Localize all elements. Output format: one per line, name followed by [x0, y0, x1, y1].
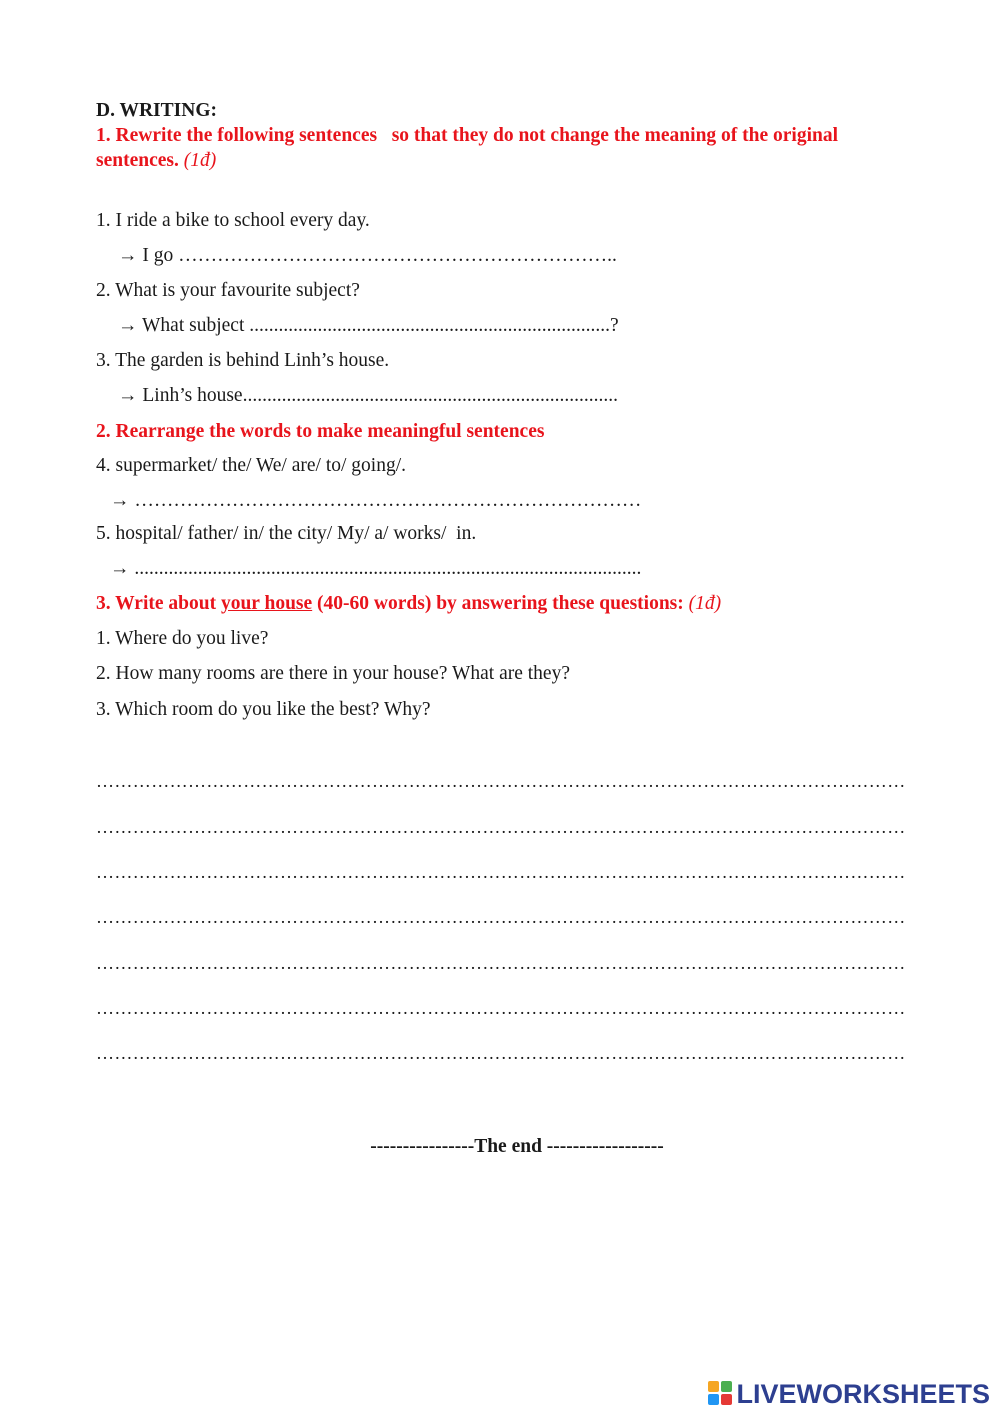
part1-item-3-prompt: 3. The garden is behind Linh’s house. — [96, 350, 390, 371]
section-title: D. WRITING: — [96, 100, 217, 121]
part3-heading-post: (40-60 words) by answering these questions: — [312, 593, 689, 614]
part2-heading: 2. Rearrange the words to make meaningful sentences — [96, 421, 545, 442]
part2-item-5-prompt: 5. hospital/ father/ in/ the city/ My/ a/ works/ in. — [96, 523, 477, 544]
liveworksheets-logo — [708, 1380, 990, 1408]
part3-points: (1đ) — [688, 593, 722, 614]
part3-question-2: 2. How many rooms are there in your house? What are they? — [96, 663, 570, 684]
part1-item-2-prompt: 2. What is your favourite subject? — [96, 280, 360, 301]
part2-item-5-answer[interactable]: → ........................................................................................................ — [110, 558, 642, 579]
part1-item-3-answer[interactable]: → Linh’s house............................................................................. — [118, 385, 618, 406]
answer-line-3[interactable]: …………………………………………………………………………………………………………………… — [96, 862, 906, 882]
part3-question-1: 1. Where do you live? — [96, 628, 269, 649]
answer-line-2[interactable]: …………………………………………………………………………………………………………………… — [96, 817, 906, 837]
logo-mark-icon — [708, 1381, 734, 1407]
part1-heading-line1: 1. Rewrite the following sentences so that they do not change the meaning of the original — [96, 125, 839, 146]
part1-item-1-prompt: 1. I ride a bike to school every day. — [96, 210, 370, 231]
part3-heading — [96, 592, 721, 616]
answer-line-1[interactable]: …………………………………………………………………………………………………………………… — [96, 771, 906, 791]
part3-question-3: 3. Which room do you like the best? Why? — [96, 699, 431, 720]
part1-item-2-answer[interactable]: → What subject ..........................................................................? — [118, 315, 619, 336]
part3-heading-pre: 3. Write about — [96, 593, 221, 614]
logo-square-3 — [708, 1394, 719, 1405]
part1-heading-line2: sentences. — [96, 150, 179, 171]
the-end-footer: ----------------The end ------------------ — [370, 1136, 664, 1157]
logo-square-2 — [721, 1381, 732, 1392]
answer-line-6[interactable]: …………………………………………………………………………………………………………………… — [96, 998, 906, 1018]
part2-item-4-prompt: 4. supermarket/ the/ We/ are/ to/ going/. — [96, 455, 406, 476]
part1-heading-cont — [96, 149, 216, 173]
answer-line-7[interactable]: …………………………………………………………………………………………………………………… — [96, 1043, 906, 1063]
logo-square-1 — [708, 1381, 719, 1392]
logo-square-4 — [721, 1394, 732, 1405]
part1-heading — [96, 124, 838, 148]
part1-points: (1đ) — [183, 150, 217, 171]
part2-item-4-answer[interactable]: → …………………………………………………………………… — [110, 490, 642, 511]
part3-heading-underlined: your house — [220, 593, 313, 614]
logo-text: LIVEWORKSHEETS — [736, 1379, 990, 1409]
answer-line-5[interactable]: …………………………………………………………………………………………………………………… — [96, 953, 906, 973]
part1-item-1-answer[interactable]: → I go ………………………………………………………….. — [118, 245, 617, 266]
answer-line-4[interactable]: …………………………………………………………………………………………………………………… — [96, 907, 906, 927]
